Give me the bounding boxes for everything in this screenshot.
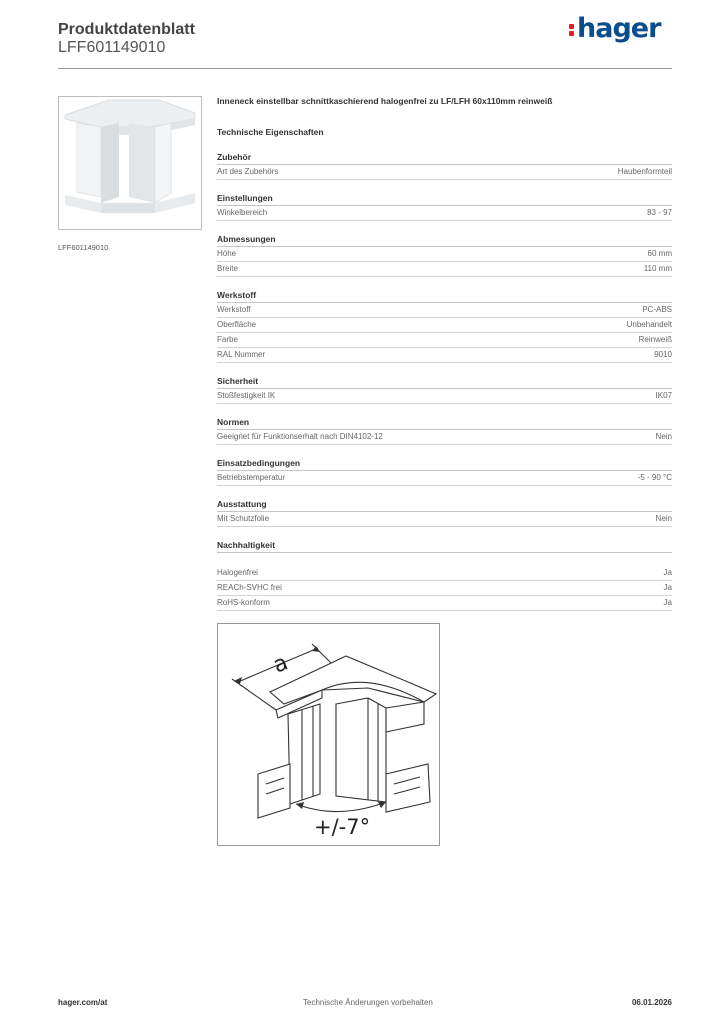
spec-group-title: Ausstattung	[217, 498, 672, 512]
spec-group	[217, 289, 672, 363]
spec-label: Betriebstemperatur	[217, 473, 286, 482]
spec-label: Werkstoff	[217, 305, 251, 314]
spec-row	[217, 318, 672, 333]
spec-group	[217, 457, 672, 486]
spec-label: RoHS-konform	[217, 598, 270, 607]
product-title: Inneneck einstellbar schnittkaschierend halogenfrei zu LF/LFH 60x110mm reinweiß	[217, 96, 553, 106]
spec-row	[217, 430, 672, 445]
spec-group	[217, 192, 672, 221]
spec-label: RAL Nummer	[217, 350, 266, 359]
spec-row	[217, 262, 672, 277]
spec-group	[217, 498, 672, 527]
angle-label: +/-7°	[314, 815, 371, 839]
spec-value: IK07	[655, 391, 672, 400]
spec-group	[217, 151, 672, 180]
spec-group-title: Einstellungen	[217, 192, 672, 206]
spec-group-title: Einsatzbedingungen	[217, 457, 672, 471]
spec-group-title: Abmessungen	[217, 233, 672, 247]
spec-row	[217, 165, 672, 180]
logo-text: hager	[577, 13, 661, 44]
spec-label: Stoßfestigkeit IK	[217, 391, 276, 400]
hager-logo	[569, 13, 660, 44]
spec-label: REACh-SVHC frei	[217, 583, 282, 592]
spec-label: Oberfläche	[217, 320, 257, 329]
spec-row	[217, 348, 672, 363]
tech-heading: Technische Eigenschaften	[217, 127, 324, 137]
spec-value: -5 - 90 °C	[637, 473, 672, 482]
spec-row	[217, 471, 672, 486]
footer-date: 06.01.2026	[631, 998, 672, 1007]
spec-group	[217, 416, 672, 445]
spec-label: Art des Zubehörs	[217, 167, 279, 176]
spec-group-title: Nachhaltigkeit	[217, 539, 672, 553]
spec-row	[217, 206, 672, 221]
document-title: Produktdatenblatt	[58, 21, 195, 38]
spec-value: Reinweiß	[638, 335, 672, 344]
spacer	[217, 553, 672, 566]
spec-value: 110 mm	[643, 264, 672, 273]
technical-drawing	[217, 623, 440, 846]
spec-label: Halogenfrei	[217, 568, 258, 577]
spec-row	[217, 333, 672, 348]
spec-group-title: Zubehör	[217, 151, 672, 165]
spec-label: Höhe	[217, 249, 237, 258]
spec-label: Winkelbereich	[217, 208, 268, 217]
spec-value: PC-ABS	[642, 305, 672, 314]
inner-corner-drawing	[218, 624, 439, 845]
spec-value: Unbehandelt	[626, 320, 672, 329]
spec-group	[217, 233, 672, 277]
spec-value: Nein	[655, 514, 672, 523]
footer-disclaimer: Technische Änderungen vorbehalten	[303, 998, 433, 1007]
spec-row	[217, 596, 672, 611]
spec-value: 83 - 97	[647, 208, 672, 217]
logo-dots-icon	[569, 20, 575, 38]
spec-row	[217, 303, 672, 318]
spec-group-title: Normen	[217, 416, 672, 430]
inner-corner-photo	[59, 97, 201, 229]
spec-group-title: Sicherheit	[217, 375, 672, 389]
spec-group	[217, 375, 672, 404]
footer-website: hager.com/at	[58, 998, 108, 1007]
product-code: LFF601149010	[58, 39, 166, 56]
spec-row	[217, 389, 672, 404]
spec-row	[217, 581, 672, 596]
spec-groups	[217, 151, 672, 611]
spec-value: 60 mm	[647, 249, 672, 258]
specs-column	[217, 96, 672, 633]
spec-group	[217, 539, 672, 611]
thumbnail-caption: LFF601149010	[58, 243, 109, 252]
spec-label: Geeignet für Funktionserhalt nach DIN4102-12	[217, 432, 383, 441]
spec-row	[217, 247, 672, 262]
spec-label: Farbe	[217, 335, 238, 344]
spec-value: Ja	[663, 568, 672, 577]
spec-value: 9010	[654, 350, 672, 359]
product-thumbnail	[58, 96, 202, 230]
dimension-label: a	[269, 650, 292, 679]
spec-label: Mit Schutzfolie	[217, 514, 270, 523]
spec-row	[217, 566, 672, 581]
header-divider	[58, 68, 672, 69]
spec-value: Ja	[663, 598, 672, 607]
spec-value: Haubenformteil	[617, 167, 672, 176]
spec-group-title: Werkstoff	[217, 289, 672, 303]
spec-value: Nein	[655, 432, 672, 441]
spec-row	[217, 512, 672, 527]
spec-label: Breite	[217, 264, 238, 273]
spec-value: Ja	[663, 583, 672, 592]
